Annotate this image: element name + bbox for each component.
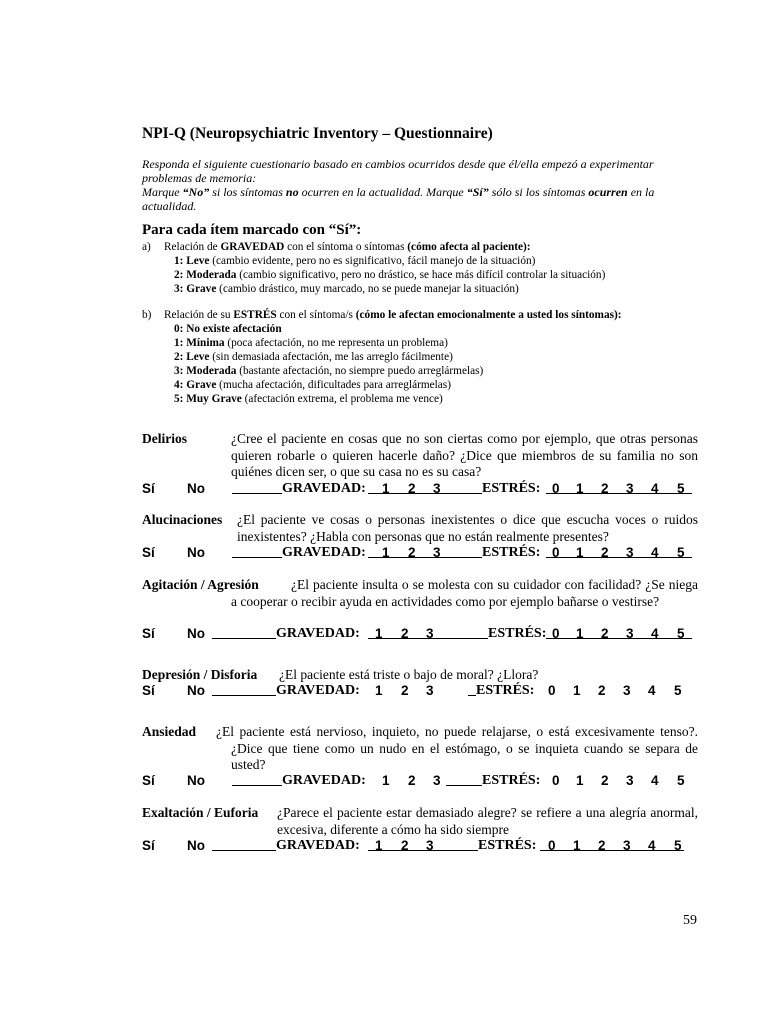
level-code: 5: Muy Grave: [174, 393, 242, 405]
symptom-depresion: Depresión / Disforia: [142, 667, 258, 682]
severity-intro: [164, 240, 531, 254]
stress-level: [174, 378, 451, 392]
answer-no[interactable]: No: [187, 838, 205, 853]
level-desc: (bastante afectación, no siempre puedo arreglármelas): [236, 365, 484, 377]
stress-option[interactable]: 0: [548, 838, 556, 853]
str-intro-c: con el síntoma/s: [276, 309, 356, 321]
answer-yes[interactable]: Sí: [142, 683, 155, 698]
stress-option[interactable]: 3: [623, 683, 631, 698]
symptom-delirios: Delirios: [142, 431, 187, 446]
stress-option[interactable]: 2: [601, 545, 609, 560]
answer-yes[interactable]: Sí: [142, 626, 155, 641]
stress-blank: [446, 773, 482, 786]
stress-option[interactable]: 1: [573, 838, 581, 853]
sev-intro-b: GRAVEDAD: [220, 241, 285, 253]
answer-yes[interactable]: Sí: [142, 545, 155, 560]
severity-option[interactable]: 1: [375, 626, 383, 641]
instr-no: “No”: [182, 185, 210, 199]
instructions-line-2: [142, 185, 698, 213]
symptom-agitacion: Agitación / Agresión: [142, 577, 259, 592]
level-desc: (poca afectación, no me representa un problema): [224, 337, 448, 349]
sev-intro-c: con el síntoma o síntomas: [284, 241, 408, 253]
severity-option[interactable]: 2: [408, 481, 416, 496]
stress-underline: [546, 481, 692, 494]
answer-blank[interactable]: [232, 545, 282, 558]
instr-no2: no: [285, 185, 299, 199]
stress-option[interactable]: 5: [677, 481, 685, 496]
severity-option[interactable]: 1: [382, 545, 390, 560]
instructions-line-1: Responda el siguiente cuestionario basado en cambios ocurridos desde que él/ella empezó a experimentar problemas de memoria:: [142, 157, 654, 185]
stress-option[interactable]: 3: [626, 481, 634, 496]
stress-level: [174, 350, 453, 364]
stress-option[interactable]: 1: [573, 683, 581, 698]
question-agitacion-text: ¿El paciente insulta o se molesta con su cuidador con facilidad? ¿Se niega a cooperar o recibir ayuda en actividades como por ejemplo bañarse o vestirse?: [231, 577, 698, 609]
stress-label: ESTRÉS:: [476, 683, 535, 698]
stress-option[interactable]: 0: [552, 773, 560, 788]
answer-row-alucinaciones: [142, 545, 702, 563]
stress-option[interactable]: 3: [623, 838, 631, 853]
severity-option[interactable]: 1: [382, 481, 390, 496]
stress-level: [174, 364, 483, 378]
severity-label: GRAVEDAD:: [282, 481, 366, 496]
severity-option[interactable]: 3: [426, 626, 434, 641]
answer-no[interactable]: No: [187, 626, 205, 641]
severity-option[interactable]: 1: [375, 838, 383, 853]
level-code: 1: Leve: [174, 255, 210, 267]
question-ansiedad: ¿El paciente está nervioso, inquieto, no puede relajarse, o está excesivamente tenso?. ¿Dice que tiene como un nudo en el estómago, o se inquieta cuando se separa de usted?: [216, 724, 698, 772]
symptom-ansiedad: Ansiedad: [142, 724, 197, 739]
severity-option[interactable]: 1: [375, 683, 383, 698]
answer-blank[interactable]: [232, 773, 282, 786]
str-intro-b: ESTRÉS: [233, 309, 277, 321]
level-desc: (afectación extrema, el problema me vence): [241, 393, 443, 405]
stress-option[interactable]: 2: [598, 838, 606, 853]
stress-option[interactable]: 1: [576, 545, 584, 560]
stress-option[interactable]: 1: [576, 773, 584, 788]
severity-level: [174, 282, 519, 296]
symptom-exaltacion: Exaltación / Euforia: [142, 805, 259, 820]
level-desc: (cambio drástico, muy marcado, no se puede manejar la situación): [216, 283, 519, 295]
answer-no[interactable]: No: [187, 545, 205, 560]
level-code: 4: Grave: [174, 379, 217, 391]
severity-option[interactable]: 3: [433, 545, 441, 560]
stress-option[interactable]: 4: [651, 626, 659, 641]
level-desc: (cambio significativo, pero no drástico, se hace más difícil controlar la situación): [236, 269, 606, 281]
page-number: 59: [683, 913, 697, 928]
instr-text: en la actualidad.: [142, 185, 655, 213]
severity-option[interactable]: 2: [401, 626, 409, 641]
stress-option[interactable]: 2: [601, 481, 609, 496]
instr-text: sólo si los síntomas: [488, 185, 589, 199]
stress-option[interactable]: 3: [626, 626, 634, 641]
level-code: 0: No existe afectación: [174, 323, 282, 335]
answer-yes[interactable]: Sí: [142, 481, 155, 496]
severity-marker: a): [142, 241, 151, 253]
severity-label: GRAVEDAD:: [282, 773, 366, 788]
severity-label: GRAVEDAD:: [276, 838, 360, 853]
sev-intro-a: Relación de: [164, 241, 221, 253]
answer-row-exaltacion: [142, 838, 702, 856]
stress-blank: [468, 683, 476, 696]
question-alucinaciones: ¿El paciente ve cosas o personas inexistentes o dice que escucha voces o ruidos inexistentes? ¿Habla con personas que no están realmente presentes?: [237, 512, 698, 544]
severity-option[interactable]: 2: [401, 838, 409, 853]
severity-underline: [368, 838, 478, 851]
level-desc: (sin demasiada afectación, me las arreglo fácilmente): [209, 351, 453, 363]
question-depresion: ¿El paciente está triste o bajo de moral? ¿Llora?: [279, 667, 539, 682]
answer-no[interactable]: No: [187, 481, 205, 496]
severity-level: [174, 254, 535, 268]
severity-option[interactable]: 2: [408, 773, 416, 788]
severity-label: GRAVEDAD:: [276, 683, 360, 698]
severity-option[interactable]: 3: [426, 838, 434, 853]
level-code: 1: Mínima: [174, 337, 225, 349]
severity-option[interactable]: 2: [408, 545, 416, 560]
severity-option[interactable]: 1: [382, 773, 390, 788]
answer-no[interactable]: No: [187, 773, 205, 788]
stress-option[interactable]: 1: [576, 626, 584, 641]
question-delirios: ¿Cree el paciente en cosas que no son ciertas como por ejemplo, que otras personas quieren robarle o quieren hacerle daño? ¿Dice que miembros de su familia no son quiénes dicen ser, o que su casa no es su casa?: [231, 431, 698, 479]
stress-option[interactable]: 5: [674, 838, 682, 853]
severity-option[interactable]: 2: [401, 683, 409, 698]
stress-option[interactable]: 5: [674, 683, 682, 698]
level-code: 3: Grave: [174, 283, 217, 295]
sev-intro-d: (cómo afecta al paciente):: [407, 241, 531, 253]
stress-level: [174, 392, 443, 406]
question-exaltacion: ¿Parece el paciente estar demasiado alegre? se refiere a una alegría anormal, excesiva, diferente a cómo ha sido siempre: [277, 805, 698, 837]
stress-option[interactable]: 5: [677, 626, 685, 641]
stress-level: [174, 336, 448, 350]
stress-option[interactable]: 2: [601, 626, 609, 641]
answer-yes[interactable]: Sí: [142, 773, 155, 788]
stress-intro: [164, 308, 622, 322]
stress-label: ESTRÉS:: [482, 545, 541, 560]
answer-row-ansiedad: [142, 773, 702, 791]
instr-text: ocurren en la actualidad. Marque: [298, 185, 467, 199]
answer-blank[interactable]: [232, 481, 282, 494]
answer-row-delirios: [142, 481, 702, 499]
level-desc: (cambio evidente, pero no es significativo, fácil manejo de la situación): [209, 255, 536, 267]
severity-level: [174, 268, 605, 282]
answer-blank[interactable]: [212, 626, 276, 639]
stress-option[interactable]: 4: [648, 683, 656, 698]
answer-row-depresion: [142, 683, 702, 701]
stress-option[interactable]: 0: [552, 626, 560, 641]
stress-option[interactable]: 2: [601, 773, 609, 788]
stress-label: ESTRÉS:: [488, 626, 547, 641]
scale-heading: Para cada ítem marcado con “Sí”:: [142, 222, 362, 238]
stress-option[interactable]: 4: [651, 481, 659, 496]
stress-option[interactable]: 3: [626, 773, 634, 788]
stress-option[interactable]: 5: [677, 545, 685, 560]
stress-option[interactable]: 4: [651, 773, 659, 788]
stress-option[interactable]: 3: [626, 545, 634, 560]
stress-level: [174, 322, 282, 336]
level-code: 2: Moderada: [174, 269, 237, 281]
severity-label: GRAVEDAD:: [276, 626, 360, 641]
instr-text: si los síntomas: [209, 185, 286, 199]
stress-label: ESTRÉS:: [482, 481, 541, 496]
stress-option[interactable]: 2: [598, 683, 606, 698]
stress-marker: b): [142, 309, 152, 321]
severity-option[interactable]: 3: [433, 481, 441, 496]
level-desc: (mucha afectación, dificultades para arreglármelas): [216, 379, 451, 391]
stress-option[interactable]: 0: [552, 481, 560, 496]
stress-option[interactable]: 4: [648, 838, 656, 853]
answer-blank[interactable]: [212, 683, 276, 696]
stress-option[interactable]: 0: [548, 683, 556, 698]
page-title: NPI-Q (Neuropsychiatric Inventory – Questionnaire): [142, 125, 493, 142]
answer-no[interactable]: No: [187, 683, 205, 698]
stress-underline: [546, 545, 692, 558]
severity-option[interactable]: 3: [426, 683, 434, 698]
stress-option[interactable]: 4: [651, 545, 659, 560]
level-code: 2: Leve: [174, 351, 210, 363]
answer-yes[interactable]: Sí: [142, 838, 155, 853]
stress-option[interactable]: 5: [677, 773, 685, 788]
stress-underline: [540, 838, 684, 851]
answer-row-agitacion: [142, 626, 702, 644]
level-code: 3: Moderada: [174, 365, 237, 377]
answer-blank[interactable]: [212, 838, 276, 851]
stress-underline: [546, 626, 692, 639]
str-intro-d: (cómo le afectan emocionalmente a usted los síntomas):: [355, 309, 622, 321]
instr-ocurren: ocurren: [588, 185, 628, 199]
instr-si: “Sí”: [466, 185, 489, 199]
severity-option[interactable]: 3: [433, 773, 441, 788]
stress-label: ESTRÉS:: [478, 838, 537, 853]
symptom-alucinaciones: Alucinaciones: [142, 512, 223, 527]
instr-text: Marque: [142, 185, 183, 199]
str-intro-a: Relación de su: [164, 309, 234, 321]
stress-option[interactable]: 1: [576, 481, 584, 496]
stress-label: ESTRÉS:: [482, 773, 541, 788]
stress-option[interactable]: 0: [552, 545, 560, 560]
severity-label: GRAVEDAD:: [282, 545, 366, 560]
